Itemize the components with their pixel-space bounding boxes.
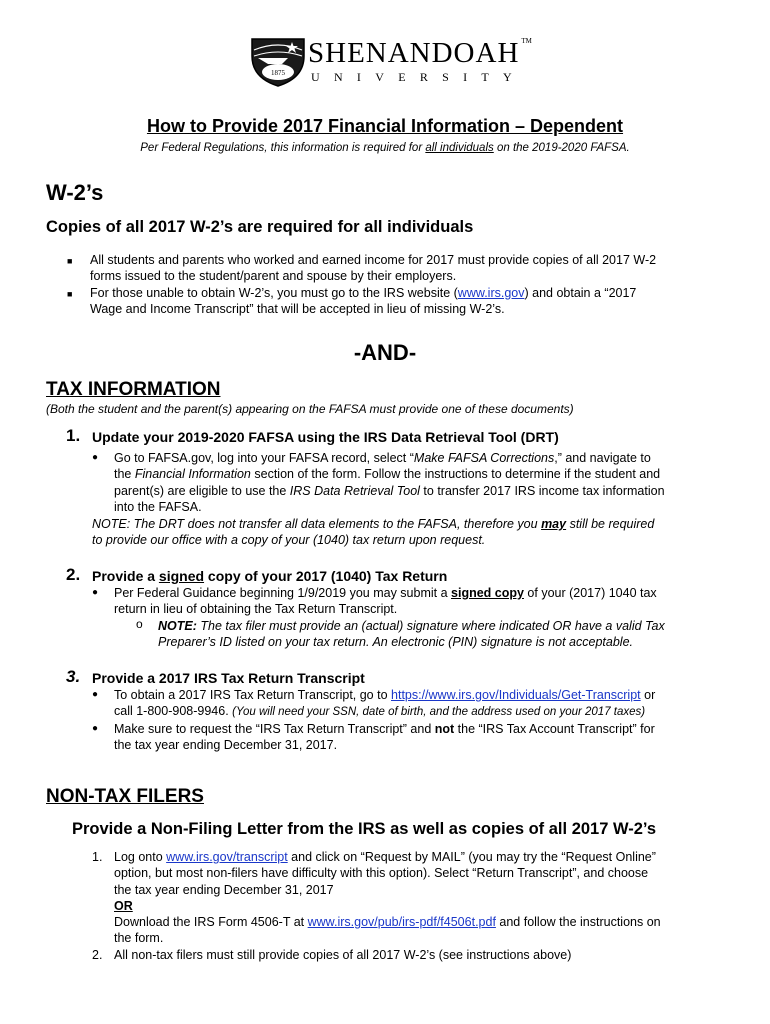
get-transcript-link[interactable]: https://www.irs.gov/Individuals/Get-Transcript (391, 688, 641, 702)
irs-link[interactable]: www.irs.gov (457, 286, 525, 300)
item-2-title: Provide a signed copy of your 2017 (1040) Tax Return (92, 568, 448, 584)
item-2-number: 2. (66, 565, 81, 584)
logo-university: UNIVERSITY (311, 70, 526, 84)
bullet-icon: ● (92, 689, 99, 700)
item-2-text: Per Federal Guidance beginning 1/9/2019 you may submit a signed copy of your (2017) 1040 tax return in lieu of obtaining the Tax Return Transcript. (114, 586, 657, 617)
sub-bullet-marker: o (136, 617, 143, 631)
form-4506t-link[interactable]: www.irs.gov/pub/irs-pdf/f4506t.pdf (307, 915, 496, 930)
item-3-bullet-2: Make sure to request the “IRS Tax Return Transcript” and not the “IRS Tax Account Transcript” for the tax year ending December 31, 2017. (114, 722, 655, 753)
square-bullet-icon: ■ (67, 289, 73, 299)
w2-heading: W-2’s (46, 180, 104, 205)
item-2-subnote: NOTE: The tax filer must provide an (actual) signature where indicated OR have a valid Tax Preparer’s ID listed on your tax return. An electronic (PIN) signature is not acceptable. (158, 619, 665, 650)
item-1-number: 1. (66, 426, 81, 445)
bullet-icon: ● (92, 452, 99, 463)
bullet-icon: ● (92, 723, 99, 734)
non-tax-item-2: All non-tax filers must still provide copies of all 2017 W-2’s (see instructions above) (114, 948, 572, 962)
square-bullet-icon: ■ (67, 256, 73, 266)
non-tax-item-2-number: 2. (92, 948, 103, 962)
item-3-number: 3. (66, 667, 81, 686)
w2-bullet-1: All students and parents who worked and earned income for 2017 must provide copies of all 2017 W-2 forms issued to the student/parent and spouse by their employers. (90, 253, 657, 284)
non-tax-heading: NON-TAX FILERS (46, 786, 204, 807)
non-tax-subheading: Provide a Non-Filing Letter from the IRS as well as copies of all 2017 W-2’s (72, 820, 657, 838)
non-tax-item-1: Log onto www.irs.gov/transcript and click on “Request by MAIL” (you may try the “Request Online” option, but most non-filers have difficulty with this option). Select “Return Transcript”, and choose the tax year ending December 31, 2017 OR Download the IRS Form 4506-T at www.irs.gov/pub/irs-pdf/f4506t.pdf and follow the instructions on the form. (114, 850, 661, 946)
tax-info-heading: TAX INFORMATION (46, 379, 221, 400)
logo-wordmark: SHENANDOAH ™ (308, 37, 532, 69)
tax-info-note: (Both the student and the parent(s) appearing on the FAFSA must provide one of these documents) (46, 402, 574, 416)
non-tax-item-1-number: 1. (92, 850, 103, 864)
item-1-note: NOTE: The DRT does not transfer all data elements to the FAFSA, therefore you may still be required to provide our office with a copy of your (1040) tax return upon request. (92, 517, 655, 548)
seal-year: 1875 (271, 69, 285, 77)
page-subtitle: Per Federal Regulations, this information is required for all individuals on the 2019-2020 FAFSA. (140, 142, 630, 154)
item-1-title: Update your 2019-2020 FAFSA using the IRS Data Retrieval Tool (DRT) (92, 429, 559, 445)
w2-subheading: Copies of all 2017 W-2’s are required for all individuals (46, 218, 474, 236)
w2-bullet-2: For those unable to obtain W-2’s, you must go to the IRS website (www.irs.gov) and obtain a “2017 Wage and Income Transcript” that will be accepted in lieu of missing W-2’s. (90, 286, 637, 317)
item-3-title: Provide a 2017 IRS Tax Return Transcript (92, 670, 365, 686)
item-3-bullet-1: To obtain a 2017 IRS Tax Return Transcript, go to https://www.irs.gov/Individuals/Get-Transcript or call 1-800-908-9946. (You will need your SSN, date of birth, and the address used on your 2017 taxes) (114, 688, 656, 719)
page-title: How to Provide 2017 Financial Information – Dependent (146, 116, 624, 136)
and-divider: -AND- (353, 340, 417, 365)
item-1-text: Go to FAFSA.gov, log into your FAFSA record, select “Make FAFSA Corrections,” and navigate to the Financial Information section of the form. Follow the instructions to determine if the student and parent(s) are eligible to use the IRS Data Retrieval Tool to transfer 2017 IRS income tax information into the FAFSA. (114, 451, 665, 514)
irs-transcript-link[interactable]: www.irs.gov/transcript (166, 850, 288, 864)
bullet-icon: ● (92, 587, 99, 598)
shenandoah-shield-logo (248, 36, 308, 88)
